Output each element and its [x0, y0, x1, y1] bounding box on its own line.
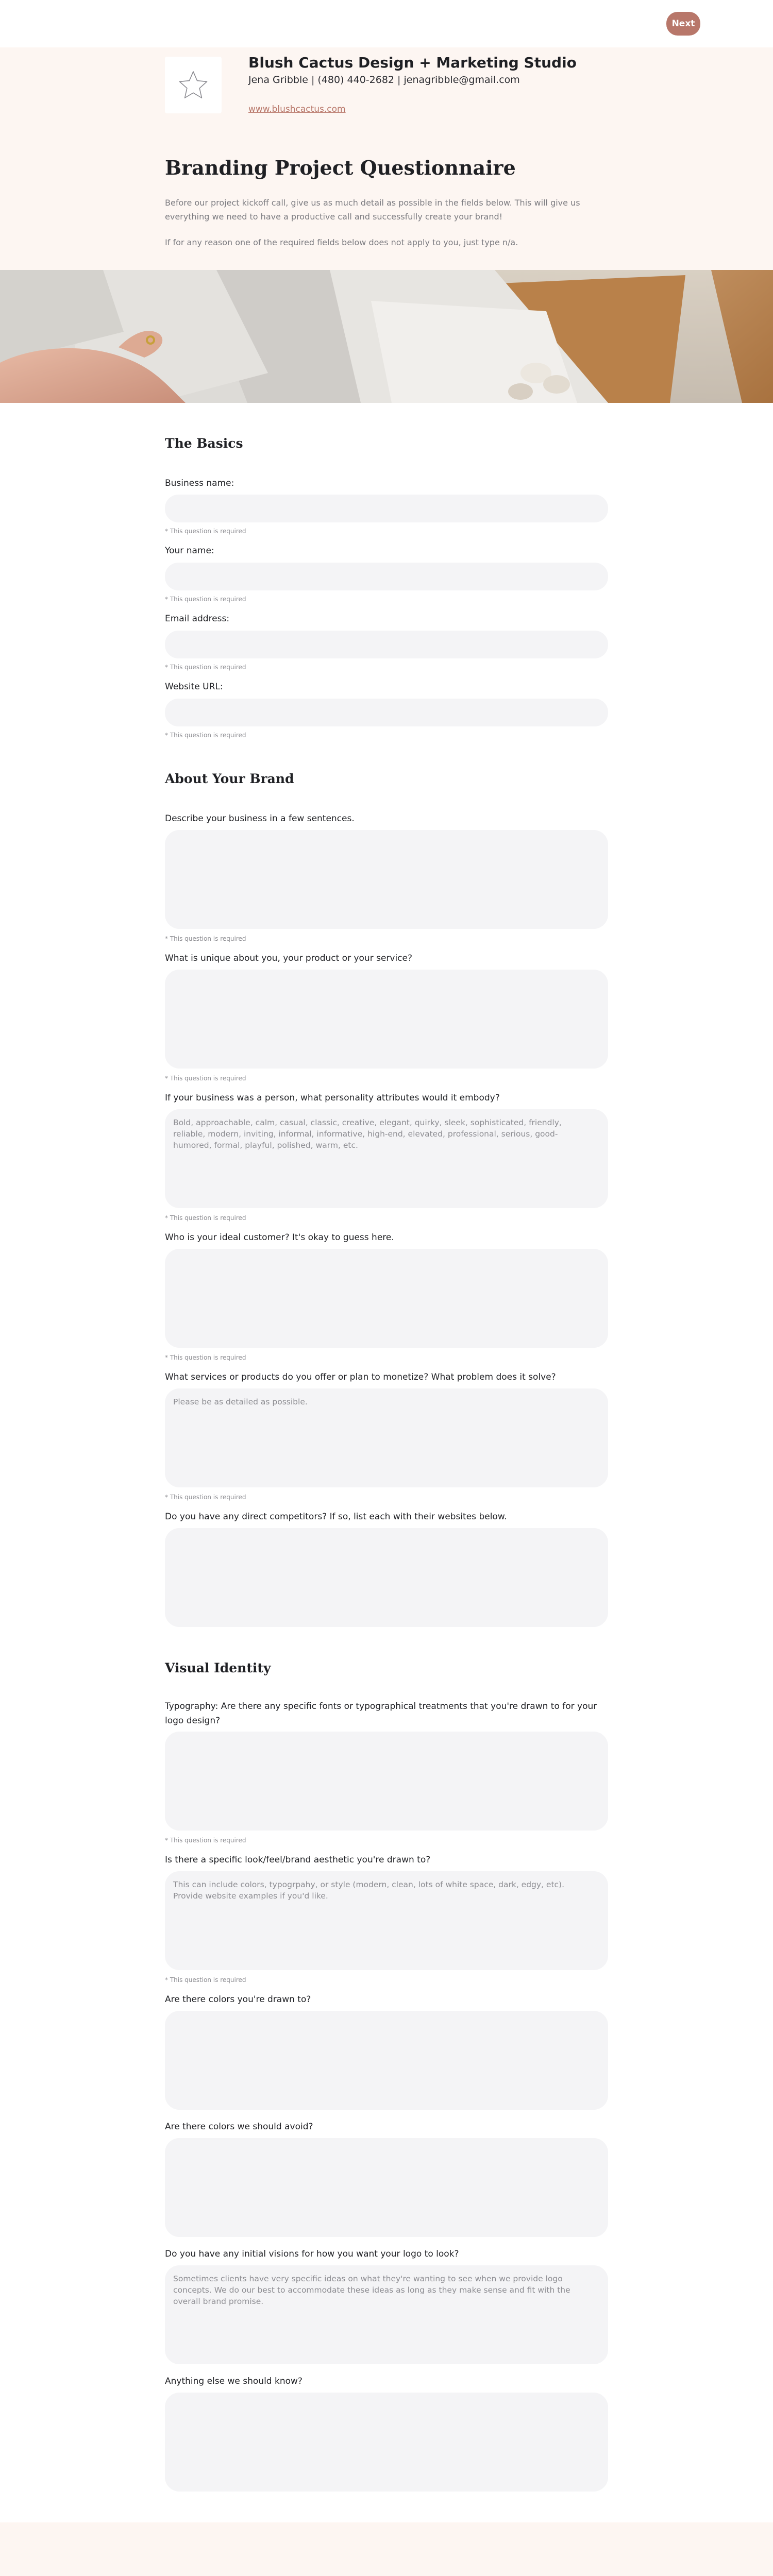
- your-name-input[interactable]: [165, 563, 608, 590]
- required-note: * This question is required: [165, 1354, 246, 1361]
- unique-textarea[interactable]: [165, 970, 608, 1069]
- banner-photo: [0, 270, 773, 403]
- banner-image: [0, 270, 773, 403]
- personality-placeholder: Bold, approachable, calm, casual, classic, creative, elegant, quirky, sleek, sophisticated, friendly, reliable, modern, inviting, informal, informative, high-end, elevated, professional, serious, good-humored, formal, playful, polished, warm, etc.: [173, 1118, 562, 1150]
- your-name-label: Your name:: [165, 546, 214, 556]
- colors-drawn-label: Are there colors you're drawn to?: [165, 1994, 311, 2005]
- aesthetic-textarea[interactable]: [165, 1871, 608, 1970]
- section-title-visual: Visual Identity: [165, 1660, 271, 1675]
- email-label: Email address:: [165, 614, 230, 624]
- competitors-textarea[interactable]: [165, 1528, 608, 1627]
- colors-avoid-textarea[interactable]: [165, 2138, 608, 2237]
- intro-note: If for any reason one of the required fields below does not apply to you, just type n/a.: [165, 238, 518, 247]
- ideal-customer-textarea[interactable]: [165, 1249, 608, 1348]
- section-title-brand: About Your Brand: [165, 771, 294, 786]
- intro-text: Before our project kickoff call, give us as much detail as possible in the fields below. This will give us everything we need to have a productive call and successfully create your brand!: [165, 198, 580, 222]
- required-note: * This question is required: [165, 1075, 246, 1082]
- personality-label: If your business was a person, what personality attributes would it embody?: [165, 1093, 500, 1103]
- logo-vision-textarea[interactable]: [165, 2265, 608, 2364]
- aesthetic-placeholder: This can include colors, typogrpahy, or style (modern, clean, lots of white space, dark, edgy, etc). Provide website examples if you'd like.: [173, 1880, 565, 1901]
- required-note: * This question is required: [165, 528, 246, 535]
- personality-textarea[interactable]: [165, 1109, 608, 1208]
- aesthetic-label: Is there a specific look/feel/brand aesthetic you're drawn to?: [165, 1855, 431, 1865]
- services-textarea[interactable]: [165, 1388, 608, 1487]
- describe-business-textarea[interactable]: [165, 830, 608, 929]
- colors-avoid-label: Are there colors we should avoid?: [165, 2122, 313, 2132]
- required-note: * This question is required: [165, 935, 246, 942]
- required-note: * This question is required: [165, 1837, 246, 1844]
- business-name-label: Business name:: [165, 478, 234, 488]
- required-note: * This question is required: [165, 664, 246, 671]
- colors-drawn-textarea[interactable]: [165, 2011, 608, 2110]
- anything-else-textarea[interactable]: [165, 2393, 608, 2492]
- form-footer: [0, 2522, 773, 2576]
- services-placeholder: Please be as detailed as possible.: [173, 1397, 308, 1406]
- email-input[interactable]: [165, 631, 608, 658]
- required-note: * This question is required: [165, 1494, 246, 1501]
- website-url-label: Website URL:: [165, 682, 223, 692]
- logo-vision-placeholder: Sometimes clients have very specific ideas on what they're wanting to see when we provide logo concepts. We do our best to accommodate these ideas as long as they make sense and fit with the overall brand promise.: [173, 2274, 570, 2306]
- company-name: Blush Cactus Design + Marketing Studio: [248, 54, 577, 71]
- required-note: * This question is required: [165, 596, 246, 603]
- describe-business-label: Describe your business in a few sentences.: [165, 814, 355, 824]
- typography-label: Typography: Are there any specific fonts or typographical treatments that you're drawn to for your logo design?: [165, 1701, 597, 1726]
- competitors-label: Do you have any direct competitors? If so, list each with their websites below.: [165, 1512, 507, 1522]
- next-button[interactable]: Next: [666, 12, 700, 36]
- section-title-basics: The Basics: [165, 436, 243, 451]
- logo: [165, 57, 222, 113]
- unique-label: What is unique about you, your product or your service?: [165, 953, 413, 963]
- services-label: What services or products do you offer or plan to monetize? What problem does it solve?: [165, 1372, 556, 1382]
- typography-textarea[interactable]: [165, 1732, 608, 1831]
- star-icon: [178, 70, 209, 100]
- required-note: * This question is required: [165, 1976, 246, 1984]
- company-website-link[interactable]: www.blushcactus.com: [248, 104, 346, 114]
- page-title: Branding Project Questionnaire: [165, 156, 516, 179]
- required-note: * This question is required: [165, 732, 246, 739]
- company-contact: Jena Gribble | (480) 440-2682 | jenagribble@gmail.com: [248, 74, 520, 86]
- logo-vision-label: Do you have any initial visions for how you want your logo to look?: [165, 2249, 459, 2259]
- ideal-customer-label: Who is your ideal customer? It's okay to guess here.: [165, 1232, 394, 1243]
- required-note: * This question is required: [165, 1214, 246, 1222]
- website-url-input[interactable]: [165, 699, 608, 726]
- business-name-input[interactable]: [165, 495, 608, 522]
- anything-else-label: Anything else we should know?: [165, 2376, 303, 2386]
- top-bar: [0, 0, 773, 47]
